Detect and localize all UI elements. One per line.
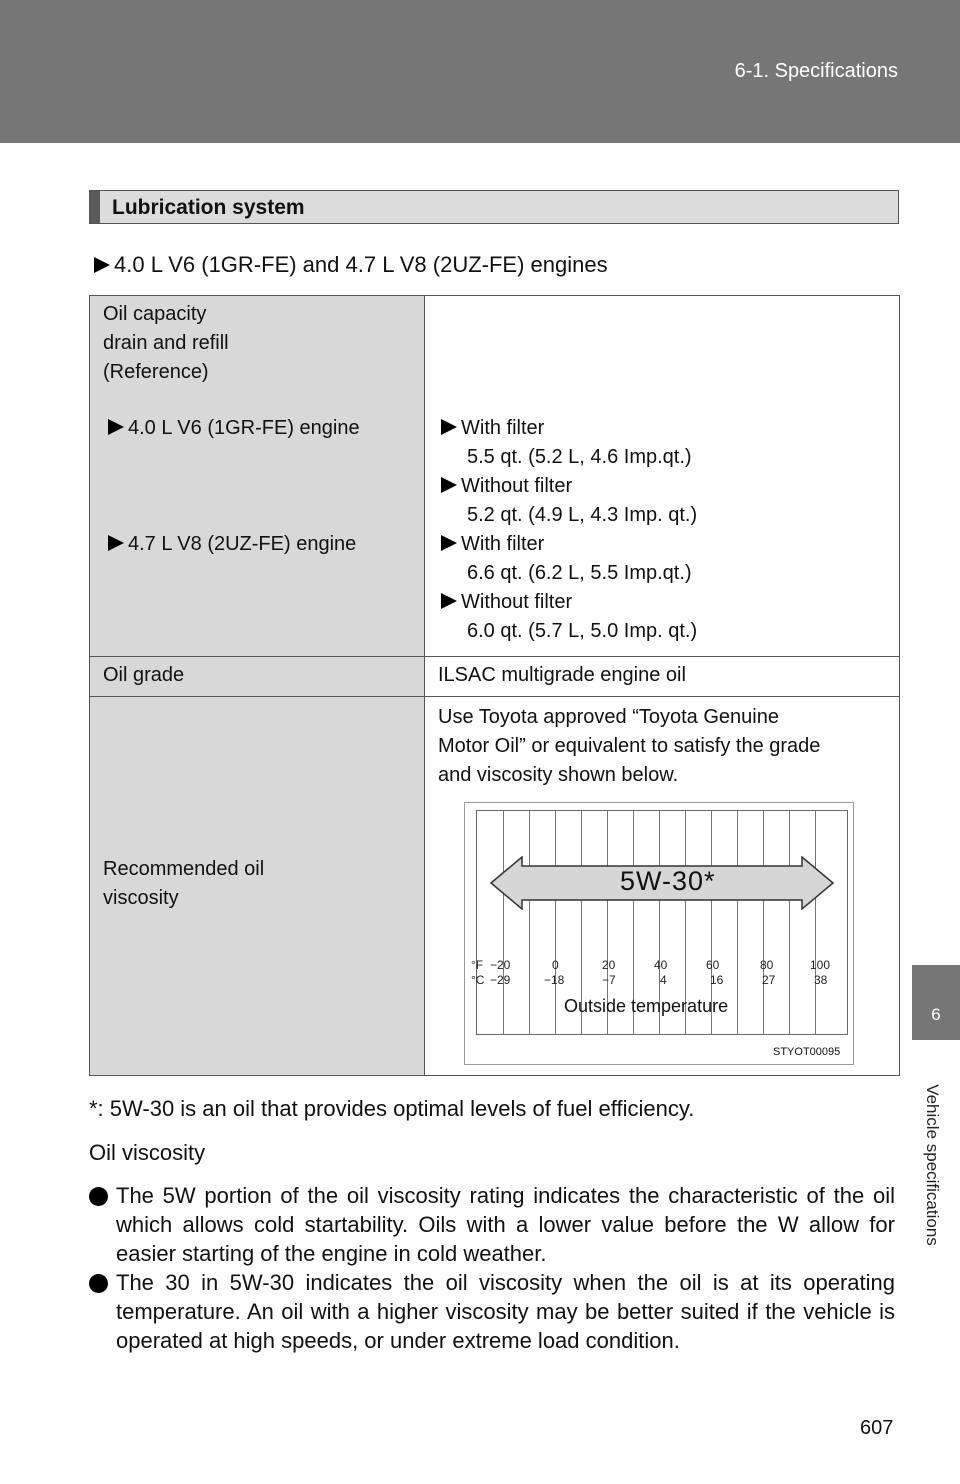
grid-line [503, 811, 504, 1034]
v8-with-filter [441, 530, 692, 588]
section-marker [90, 191, 100, 223]
celsius-tick: −7 [602, 973, 616, 987]
image-code: STYOT00095 [773, 1046, 841, 1058]
engine-v6-text: 4.0 L V6 (1GR-FE) engine [128, 417, 360, 439]
fahrenheit-label: °F [471, 958, 484, 972]
oil-capacity-label-line: Oil capacity [103, 303, 207, 325]
bullet-item [89, 1268, 895, 1355]
celsius-tick: 16 [710, 973, 724, 987]
viscosity-text-line: Use Toyota approved “Toyota Genuine [438, 706, 779, 728]
v6-without-filter-value: 5.2 qt. (4.9 L, 4.3 Imp. qt.) [467, 504, 698, 526]
section-title: Lubrication system [112, 196, 305, 219]
bullet-dot-icon [89, 1274, 108, 1293]
v6-without-filter-label: Without filter [461, 475, 573, 497]
engines-text: 4.0 L V6 (1GR-FE) and 4.7 L V8 (2UZ-FE) engines [114, 252, 608, 277]
fahrenheit-tick: 0 [552, 958, 559, 972]
grid-line [737, 811, 738, 1034]
triangle-bullet-icon [441, 477, 457, 493]
celsius-label: °C [471, 973, 485, 987]
triangle-bullet-icon [94, 257, 110, 273]
v6-without-filter [441, 472, 697, 530]
chapter-number: 6 [931, 1005, 941, 1024]
header-band [0, 0, 960, 143]
bullet-text: The 5W portion of the oil viscosity rating indicates the characteristic of the oil which allows cold startability. Oils with a lower value before the W allow for easier starting of the engine in cold weather. [116, 1183, 895, 1266]
celsius-tick: 27 [762, 973, 776, 987]
v8-with-filter-label: With filter [461, 533, 545, 555]
triangle-bullet-icon [108, 419, 124, 435]
oil-grade-label: Oil grade [103, 664, 185, 686]
v8-without-filter [441, 588, 697, 646]
viscosity-label-line: viscosity [103, 887, 179, 909]
fahrenheit-tick: 60 [706, 958, 720, 972]
fahrenheit-tick: 100 [810, 958, 831, 972]
chapter-tab [912, 965, 960, 1040]
viscosity-arrow-label: 5W-30* [620, 866, 716, 896]
oil-viscosity-subhead: Oil viscosity [89, 1140, 206, 1165]
section-heading [89, 190, 899, 224]
fahrenheit-tick: 80 [760, 958, 774, 972]
viscosity-label [103, 855, 264, 913]
fahrenheit-tick: −20 [490, 958, 511, 972]
table-row-divider [90, 696, 899, 697]
engines-line [94, 252, 608, 278]
footnote: *: 5W-30 is an oil that provides optimal levels of fuel efficiency. [89, 1096, 695, 1121]
oil-capacity-label [103, 300, 229, 387]
engine-v6-label [108, 414, 360, 443]
triangle-bullet-icon [441, 419, 457, 435]
grid-line [529, 811, 530, 1034]
v8-without-filter-value: 6.0 qt. (5.7 L, 5.0 Imp. qt.) [467, 620, 698, 642]
celsius-tick: −29 [490, 973, 511, 987]
celsius-tick: −18 [544, 973, 565, 987]
grid-line [789, 811, 790, 1034]
chart-caption: Outside temperature [564, 996, 729, 1016]
chapter-label: Vehicle specifications [923, 1084, 942, 1246]
oil-capacity-label-line: (Reference) [103, 361, 209, 383]
engine-v8-text: 4.7 L V8 (2UZ-FE) engine [128, 533, 357, 555]
grid-line [555, 811, 556, 1034]
v6-with-filter-label: With filter [461, 417, 545, 439]
triangle-bullet-icon [441, 535, 457, 551]
engine-v8-label [108, 530, 356, 559]
bullet-text: The 30 in 5W-30 indicates the oil viscosity when the oil is at its operating temperature. An oil with a higher viscosity may be better suited if the vehicle is operated at high speeds, or under extreme load condition. [116, 1270, 895, 1353]
viscosity-text-line: Motor Oil” or equivalent to satisfy the grade [438, 735, 821, 757]
oil-grade-value: ILSAC multigrade engine oil [438, 664, 686, 686]
header-title: 6-1. Specifications [734, 60, 898, 82]
v8-without-filter-label: Without filter [461, 591, 573, 613]
viscosity-text [438, 703, 820, 790]
v6-with-filter-value: 5.5 qt. (5.2 L, 4.6 Imp.qt.) [467, 446, 692, 468]
viscosity-text-line: and viscosity shown below. [438, 764, 679, 786]
fahrenheit-tick: 40 [654, 958, 668, 972]
fahrenheit-tick: 20 [602, 958, 616, 972]
table-row-divider [90, 656, 899, 657]
triangle-bullet-icon [441, 593, 457, 609]
celsius-tick: 4 [660, 973, 667, 987]
grid-line [763, 811, 764, 1034]
page-number: 607 [860, 1417, 894, 1439]
v8-with-filter-value: 6.6 qt. (6.2 L, 5.5 Imp.qt.) [467, 562, 692, 584]
bullet-dot-icon [89, 1187, 108, 1206]
viscosity-label-line: Recommended oil [103, 858, 265, 880]
celsius-tick: 38 [814, 973, 828, 987]
triangle-bullet-icon [108, 535, 124, 551]
bullet-item [89, 1181, 895, 1268]
v6-with-filter [441, 414, 692, 472]
oil-capacity-label-line: drain and refill [103, 332, 229, 354]
grid-line [815, 811, 816, 1034]
